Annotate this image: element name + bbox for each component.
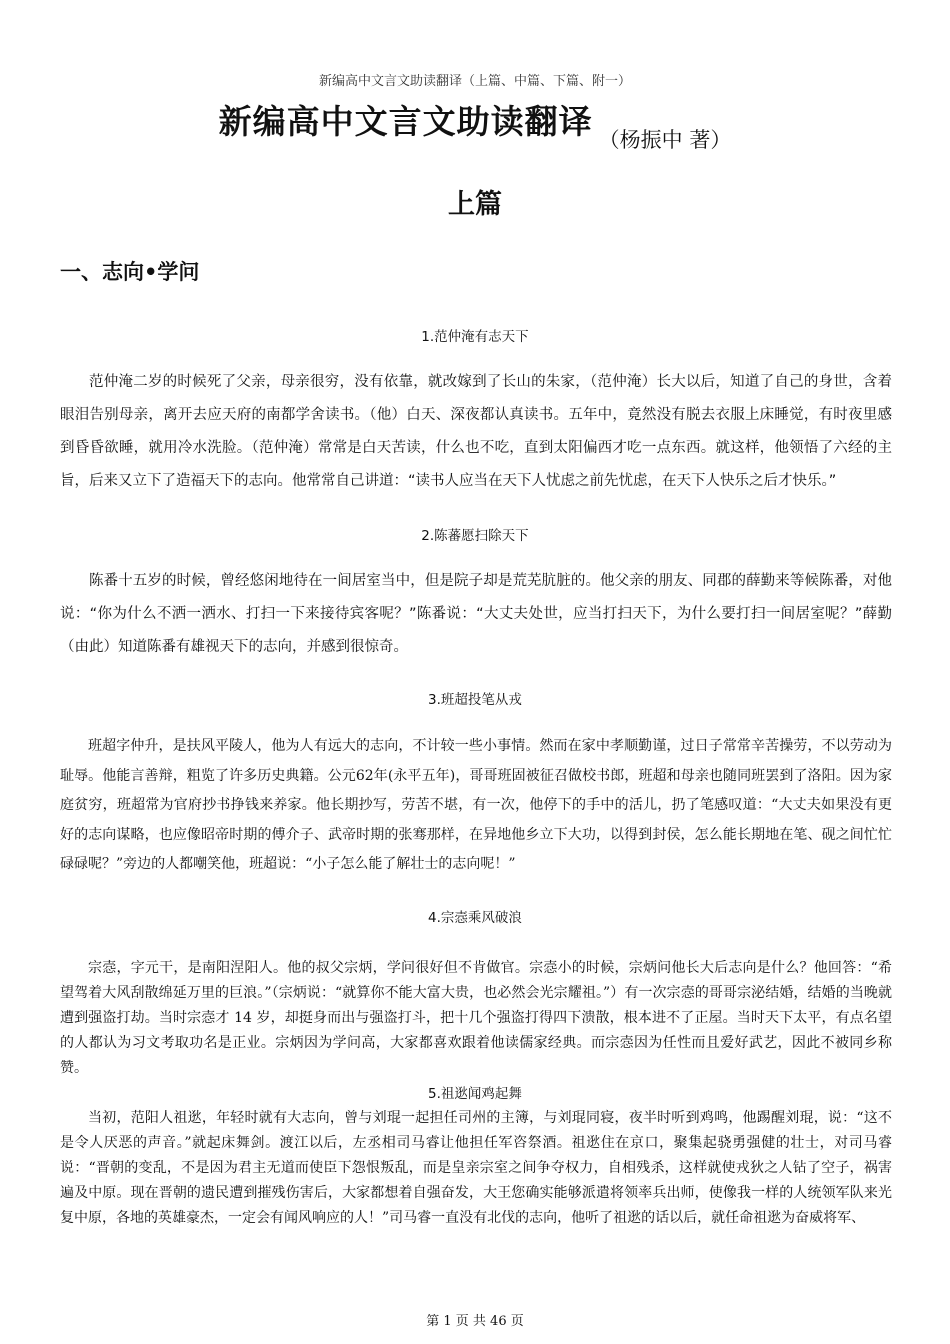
article-paragraph: 陈番十五岁的时候，曾经悠闲地待在一间居室当中，但是院子却是荒芜肮脏的。他父亲的朋友、同郡的薛勤来等候陈番，对他说：“你为什么不洒一洒水、打扫一下来接待宾客呢？”陈番说：“大丈夫处世，应当打扫天下，为什么要打扫一间居室呢？”薛勤（由此）知道陈番有雄视天下的志向，并感到很惊奇。: [60, 573, 892, 655]
article-title: 2.陈蕃愿扫除天下: [421, 528, 529, 544]
article-title: 5.祖逖闻鸡起舞: [428, 1086, 522, 1102]
page-footer: 第 1 页 共 46 页: [426, 1314, 524, 1329]
article-title: 3.班超投笔从戎: [428, 692, 522, 708]
running-header: 新编高中文言文助读翻译（上篇、中篇、下篇、附一）: [318, 74, 631, 89]
article-paragraph: 当初，范阳人祖逖，年轻时就有大志向，曾与刘琨一起担任司州的主簿，与刘琨同寝，夜半时听到鸡鸣，他踢醒刘琨，说：“这不是令人厌恶的声音。”就起床舞剑。渡江以后，左丞相司马睿让他担任军咨祭酒。祖逖住在京口，聚集起骁勇强健的壮士，对司马睿说：“晋朝的变乱，不是因为君主无道而使臣下怨恨叛乱，而是皇亲宗室之间争夺权力，自相残杀，这样就使戎狄之人钻了空子，祸害遍及中原。现在晋朝的遗民遭到摧残伤害后，大家都想着自强奋发，大王您确实能够派遣将领率兵出师，使像我一样的人统领军队来光复中原，各地的英雄豪杰，一定会有闻风响应的人！”司马睿一直没有北伐的志向，他听了祖逖的话以后，就任命祖逖为奋威将军、: [60, 1110, 892, 1226]
article-title: 4.宗悫乘风破浪: [428, 910, 522, 926]
article-paragraph: 范仲淹二岁的时候死了父亲，母亲很穷，没有依靠，就改嫁到了长山的朱家，（范仲淹）长大以后，知道了自己的身世，含着眼泪告别母亲，离开去应天府的南都学舍读书。（他）白天、深夜都认真读书。五年中，竟然没有脱去衣服上床睡觉，有时夜里感到昏昏欲睡，就用冷水洗脸。（范仲淹）常常是白天苦读，什么也不吃，直到太阳偏西才吃一点东西。就这样，他领悟了六经的主旨，后来又立下了造福天下的志向。他常常自己讲道：“读书人应当在天下人忧虑之前先忧虑，在天下人快乐之后才快乐。”: [60, 374, 892, 489]
chapter-title: 一、志向•学问: [60, 260, 200, 284]
author: （杨振中 著）: [598, 128, 732, 152]
section-title: 上篇: [448, 189, 502, 220]
article-paragraph: 宗悫，字元干，是南阳涅阳人。他的叔父宗炳，学问很好但不肯做官。宗悫小的时候，宗炳问他长大后志向是什么？他回答：“希望驾着大风刮散绵延万里的巨浪。”（宗炳说：“就算你不能大富大贵，也必然会光宗耀祖。”）有一次宗悫的哥哥宗泌结婚，结婚的当晚就遭到强盗打劫。当时宗悫才 14 岁，却挺身而出与强盗打斗，把十几个强盗打得四下溃散，根本进不了正屋。当时天下太平，有点名望的人都认为习文考取功名是正业。宗炳因为学问高，大家都喜欢跟着他读儒家经典。而宗悫因为任性而且爱好武艺，因此不被同乡称赞。: [60, 960, 892, 1076]
title-row: [0, 96, 950, 152]
document-title: 新编高中文言文助读翻译: [218, 102, 593, 141]
article-title: 1.范仲淹有志天下: [421, 329, 529, 345]
article-paragraph: 班超字仲升，是扶风平陵人，他为人有远大的志向，不计较一些小事情。然而在家中孝顺勤谨，过日子常常辛苦操劳，不以劳动为耻辱。他能言善辩，粗览了许多历史典籍。公元62年(永平五年)，哥哥班固被征召做校书郎，班超和母亲也随同班罢到了洛阳。因为家庭贫穷，班超常为官府抄书挣钱来养家。他长期抄写，劳苦不堪，有一次，他停下的手中的活儿，扔了笔感叹道：“大丈夫如果没有更好的志向谋略，也应像昭帝时期的傅介子、武帝时期的张骞那样，在异地他乡立下大功，以得到封侯，怎么能长期地在笔、砚之间忙忙碌碌呢？”旁边的人都嘲笑他，班超说：“小子怎么能了解壮士的志向呢！”: [60, 738, 892, 872]
